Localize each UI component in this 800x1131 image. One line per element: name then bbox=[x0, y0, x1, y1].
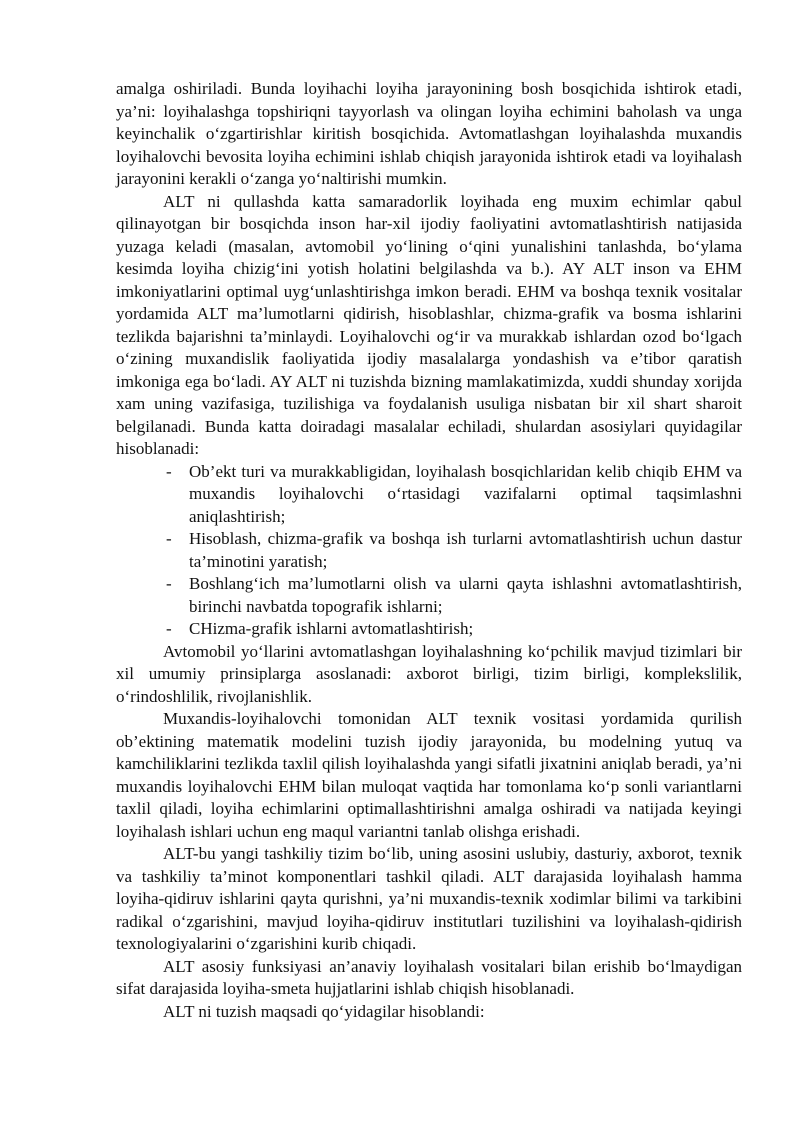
list-item bbox=[116, 618, 742, 641]
list-item bbox=[116, 573, 742, 618]
list-item bbox=[116, 461, 742, 529]
list-bullet: - bbox=[166, 461, 172, 481]
list-bullet: - bbox=[166, 574, 172, 593]
list-bullet: - bbox=[166, 529, 172, 548]
paragraph-alt-efficiency: ALT ni qullashda katta samaradorlik loyihada eng muxim echimlar qabul qilinayotgan bir bosqichda inson har-xil ijodiy faoliyatini avtomatlashtirish natijasida yuzaga keladi (masalan, avtomobil yo‘lining o‘qini yunalishini tanlashda, bo‘ylama kesimda loyiha chizig‘ini yotish holatini belgilashda va b.). AY ALT inson va EHM imkoniyatlarini optimal uyg‘unlashtirishga imkon beradi. EHM va boshqa texnik vositalar yordamida ALT ma’lumotlarni qidirish, hisoblashlar, chizma-grafik va bosma ishlarini tezlikda bajarishni ta’minlaydi. Loyihalovchi og‘ir va murakkab ishlardan ozod bo‘lgach o‘zining muxandislik faoliyatida ijodiy masalalarga yondashish va e’tibor qaratish imkoniga ega bo‘ladi. AY ALT ni tuzishda bizning mamlakatimizda, xuddi shunday xorijda xam uning vazifasiga, tuzilishiga va foydalanish usuliga nisbatan bir xil shart sharoit belgilanadi. Bunda katta doiradagi masalalar echiladi, shulardan asosiylari quyidagilar hisoblanadi: bbox=[116, 191, 742, 458]
tasks-list bbox=[116, 461, 742, 641]
list-item-text: Hisoblash, chizma-grafik va boshqa ish turlarni avtomatlashtirish uchun dastur ta’minotini yaratish; bbox=[189, 529, 742, 571]
paragraph-alt-function: ALT asosiy funksiyasi an’anaviy loyihalash vositalari bilan erishib bo‘lmaydigan sifat darajasida loyiha-smeta hujjatlarini ishlab chiqish hisoblanadi. bbox=[116, 956, 742, 998]
list-item-text: Ob’ekt turi va murakkabligidan, loyihalash bosqichlaridan kelib chiqib EHM va muxandis loyihalovchi o‘rtasidagi vazifalarni optimal taqsimlashni aniqlashtirish; bbox=[189, 461, 742, 526]
list-item-text: CHizma-grafik ishlarni avtomatlashtirish; bbox=[189, 619, 474, 638]
list-item-text: Boshlang‘ich ma’lumotlarni olish va ularni qayta ishlashni avtomatlashtirish, birinchi navbatda topografik ishlarni; bbox=[189, 574, 742, 616]
paragraph-math-model: Muxandis-loyihalovchi tomonidan ALT texnik vositasi yordamida qurilish ob’ektining matematik modelini tuzish ijodiy jarayonida, bu modelning yutuq va kamchiliklarini tezlikda taxlil qilish loyihalashda yangi sifatli jixatnini aniqlab beradi, ya’ni muxandis loyihalovchi EHM bilan muloqat vaqtida har tomonlama ko‘p sonli variantlarni taxlil qiladi, loyiha echimlarini optimallashtirishni amalga oshiradi va natijada keyingi loyihalash ishlari uchun eng maqul variantni tanlab olishga erishadi. bbox=[116, 709, 742, 841]
paragraph-alt-definition: ALT-bu yangi tashkiliy tizim bo‘lib, uning asosini uslubiy, dasturiy, axborot, texnik va tashkiliy ta’minot komponentlari tashkil qiladi. ALT darajasida loyihalash hamma loyiha-qidiruv ishlarini qayta qurishni, ya’ni muxandis-texnik xodimlar bilimi va tarkibini radikal o‘zgarishini, mavjud loyiha-qidiruv institutlari tuzilishini va loyihalash-qidirish texnologiyalarini o‘zgarishini kurib chiqadi. bbox=[116, 844, 742, 953]
document-body bbox=[116, 78, 742, 1023]
paragraph-continuation: amalga oshiriladi. Bunda loyihachi loyiha jarayonining bosh bosqichida ishtirok etadi, ya’ni: loyihalashga topshiriqni tayyorlash va olingan loyiha echimini baholash va unga keyinchalik o‘zgartirishlar kiritish bosqichida. Avtomatlashgan loyihalashda muxandis loyihalovchi bevosita loyiha echimini ishlab chiqish jarayonida ishtirok etadi va loyihalash jarayonini kerakli o‘zanga yo‘naltirishi mumkin. bbox=[116, 79, 742, 188]
paragraph-principles: Avtomobil yo‘llarini avtomatlashgan loyihalashning ko‘pchilik mavjud tizimlari bir xil umumiy prinsiplarga asoslanadi: axborot birligi, tizim birligi, komplekslilik, o‘rindoshlilik, rivojlanishlik. bbox=[116, 641, 742, 706]
list-item bbox=[116, 528, 742, 573]
list-bullet: - bbox=[166, 619, 172, 638]
paragraph-alt-goal: ALT ni tuzish maqsadi qo‘yidagilar hisoblandi: bbox=[163, 1001, 485, 1021]
